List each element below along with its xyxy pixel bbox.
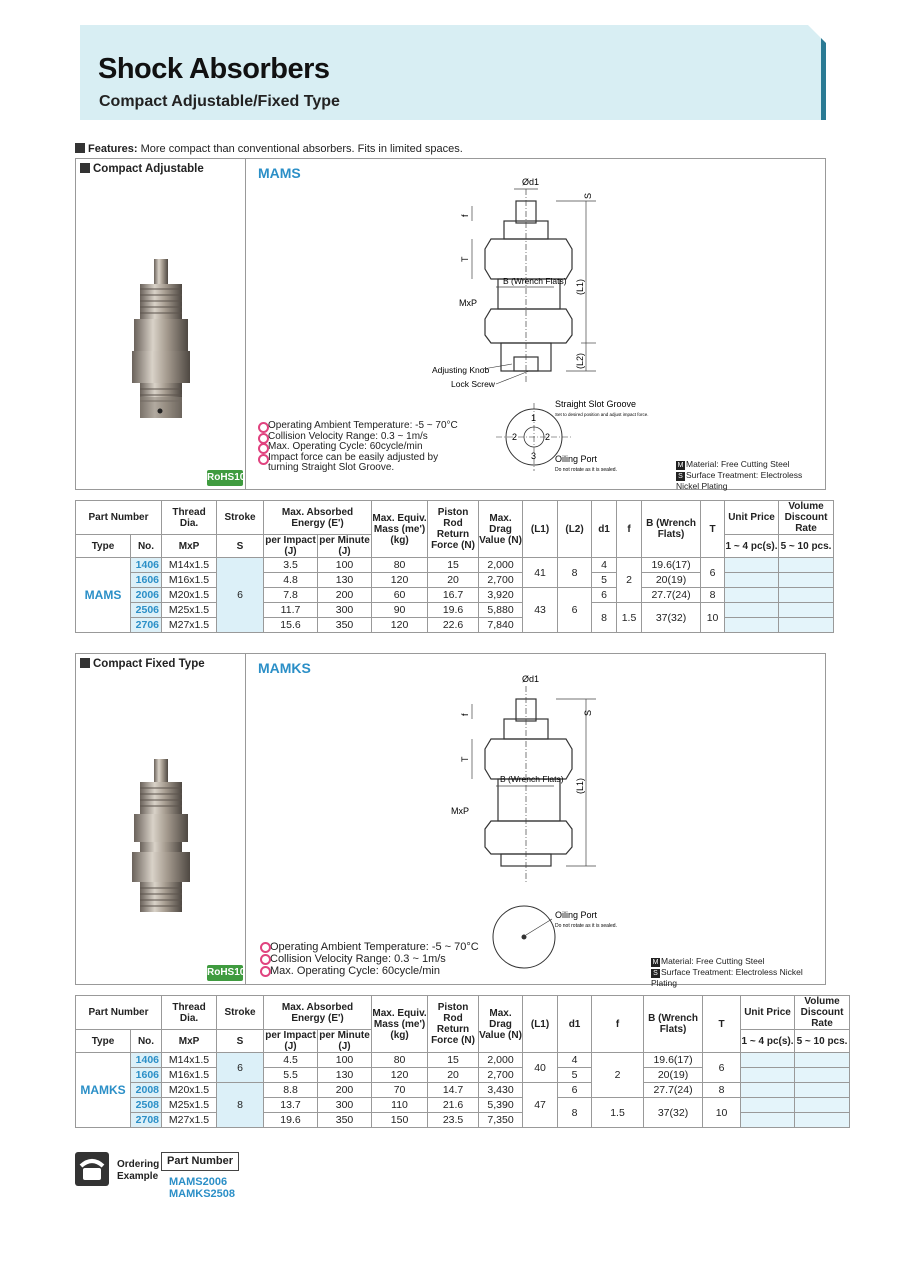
header-banner: [80, 25, 826, 120]
spec-table-mamks: Part Number Thread Dia. Stroke Max. Absorbed Energy (E') Max. Equiv. Mass (me')(kg) Piston Rod Return Force (N) Max. Drag Value (N) (L1) d1 f B (Wrench Flats) T Unit Price Volume Discount Rate Type No. MxP S per Impact (J) per Minute (J) 1 ~ 4 pc(s). 5 ~ 10 pcs. MAMKS 1406 M14x1.5 6 4.5 100 80 15 2,000 40 4 2 19.6(17) 6 1606 M16x1.5 5.5 130 120 20 2,700 5 20(19) 2008 M20x1.5 8 8.8 200 70 14.7 3,430 47 6 27.7(24) 8 2508 M25x1.5 13.7 300 110 21.6 5,390 8 1.5 37(32) 10 2708 M27x1.5 19.6 350 150 23.5 7,350: [75, 995, 850, 1128]
table-row: 2006 M20x1.5 7.8 200 60 16.7 3,920 43 6 6 27.7(24) 8: [76, 588, 834, 603]
svg-text:Straight Slot Groove: Straight Slot Groove: [555, 399, 637, 409]
rohs-badge: RoHS10: [207, 965, 243, 981]
svg-text:Adjusting Knob: Adjusting Knob: [432, 365, 490, 375]
svg-text:T: T: [460, 756, 470, 762]
material-info: M Material: Free Cutting Steel S Surface Treatment: Electroless Nickel Plating: [651, 956, 803, 988]
part-number-label: Part Number: [161, 1152, 239, 1171]
svg-text:Oiling Port: Oiling Port: [555, 454, 598, 464]
product-photo-fixed: [76, 654, 246, 984]
table-row: 2506 M25x1.5 11.7 300 90 19.6 5,880 8 1.5 37(32) 10: [76, 603, 834, 618]
panel-compact-fixed: [75, 653, 826, 988]
svg-text:B (Wrench Flats): B (Wrench Flats): [503, 276, 567, 286]
svg-text:Set to desired position and ad: Set to desired position and adjust impact force.: [555, 412, 649, 417]
table-row: 2008 M20x1.5 8 8.8 200 70 14.7 3,430 47 6 27.7(24) 8: [76, 1083, 850, 1098]
page-subtitle: Compact Adjustable/Fixed Type: [99, 93, 340, 110]
svg-text:f: f: [460, 214, 470, 217]
operating-notes: Operating Ambient Temperature: -5 ~ 70°C Collision Velocity Range: 0.3 ~ 1m/s Max. Operating Cycle: 60cycle/min: [260, 941, 520, 977]
table-row: 2508 M25x1.5 13.7 300 110 21.6 5,390 8 1.5 37(32) 10: [76, 1098, 850, 1113]
table-row: MAMS 1406 M14x1.5 6 3.5 100 80 15 2,000 41 8 4 2 19.6(17) 6: [76, 558, 834, 573]
rohs-badge: RoHS10: [207, 470, 243, 486]
table-row: 2706 M27x1.5 15.6 350 120 22.6 7,840: [76, 618, 834, 633]
svg-text:2: 2: [545, 432, 551, 442]
svg-text:1: 1: [531, 413, 537, 423]
table-row: MAMKS 1406 M14x1.5 6 4.5 100 80 15 2,000 40 4 2 19.6(17) 6: [76, 1053, 850, 1068]
example-part-number: MAMS2006: [169, 1176, 228, 1188]
features-line: Features: More compact than conventional absorbers. Fits in limited spaces.: [75, 143, 463, 155]
svg-text:Do not rotate as it is sealed.: Do not rotate as it is sealed.: [555, 923, 617, 929]
svg-text:T: T: [460, 256, 470, 262]
material-info: M Material: Free Cutting Steel S Surface Treatment: Electroless Nickel Plating: [676, 459, 803, 491]
svg-text:Ød1: Ød1: [522, 674, 540, 684]
table-row: 1606 M16x1.5 4.8 130 120 20 2,700 5 20(19): [76, 573, 834, 588]
model-name: MAMKS: [258, 660, 311, 676]
svg-text:MxP: MxP: [459, 298, 477, 308]
svg-text:Lock Screw: Lock Screw: [451, 379, 495, 389]
svg-text:Do not rotate as it is sealed.: Do not rotate as it is sealed.: [555, 467, 617, 473]
product-photo-cell: Compact Adjustable RoHS10: [76, 159, 246, 489]
model-name: MAMS: [258, 165, 301, 181]
operating-notes: Operating Ambient Temperature: -5 ~ 70°C Collision Velocity Range: 0.3 ~ 1m/s Max. Operating Cycle: 60cycle/min Impact force can be easily adjusted by turning Straight Slot Groove.: [258, 421, 468, 474]
example-part-number: MAMKS2508: [169, 1188, 236, 1200]
table-row: 1606 M16x1.5 5.5 130 120 20 2,700 5 20(19): [76, 1068, 850, 1083]
svg-text:Oiling Port: Oiling Port: [555, 910, 598, 920]
svg-text:B (Wrench Flats): B (Wrench Flats): [500, 774, 564, 784]
product-photo-cell: Compact Fixed Type RoHS10: [76, 654, 246, 984]
product-photo-adjustable: [76, 159, 246, 489]
svg-text:S: S: [583, 709, 593, 716]
svg-text:(L1): (L1): [575, 777, 585, 794]
svg-text:f: f: [460, 713, 470, 716]
spec-table-mams: Part Number Thread Dia. Stroke Max. Absorbed Energy (E') Max. Equiv. Mass (me')(kg) Piston Rod Return Force (N) Max. Drag Value (N) (L1) (L2) d1 f B (Wrench Flats) T Unit Price Volume Discount Rate Type No. MxP S per Impact (J) per Minute (J) 1 ~ 4 pc(s). 5 ~ 10 pcs. MAMS 1406 M14x1.5 6 3.5 100 80 15 2,000 41 8 4 2 19.6(17) 6 1606 M16x1.5 4.8 130 120 20 2,700 5 20(19) 2006 M20x1.5 7.8 200 60 16.7 3,920 43 6 6 27.7(24) 8 2506 M25x1.5 11.7 300 90 19.6 5,880 8 1.5 37(32) 10 2706 M27x1.5 15.6 350 120 22.6 7,840: [75, 500, 834, 633]
page-title: Shock Absorbers: [98, 53, 330, 85]
panel-compact-adjustable: [75, 158, 826, 490]
svg-text:3: 3: [531, 451, 537, 461]
dimension-drawing-mamks: [246, 654, 826, 984]
svg-text:Ød1: Ød1: [522, 177, 540, 187]
table-row: 2708 M27x1.5 19.6 350 150 23.5 7,350: [76, 1113, 850, 1128]
svg-text:2: 2: [512, 432, 518, 442]
svg-text:MxP: MxP: [451, 806, 469, 816]
phone-icon: [75, 1152, 109, 1186]
svg-text:(L1): (L1): [575, 278, 585, 295]
svg-text:(L2): (L2): [575, 352, 585, 369]
svg-text:S: S: [583, 192, 593, 199]
